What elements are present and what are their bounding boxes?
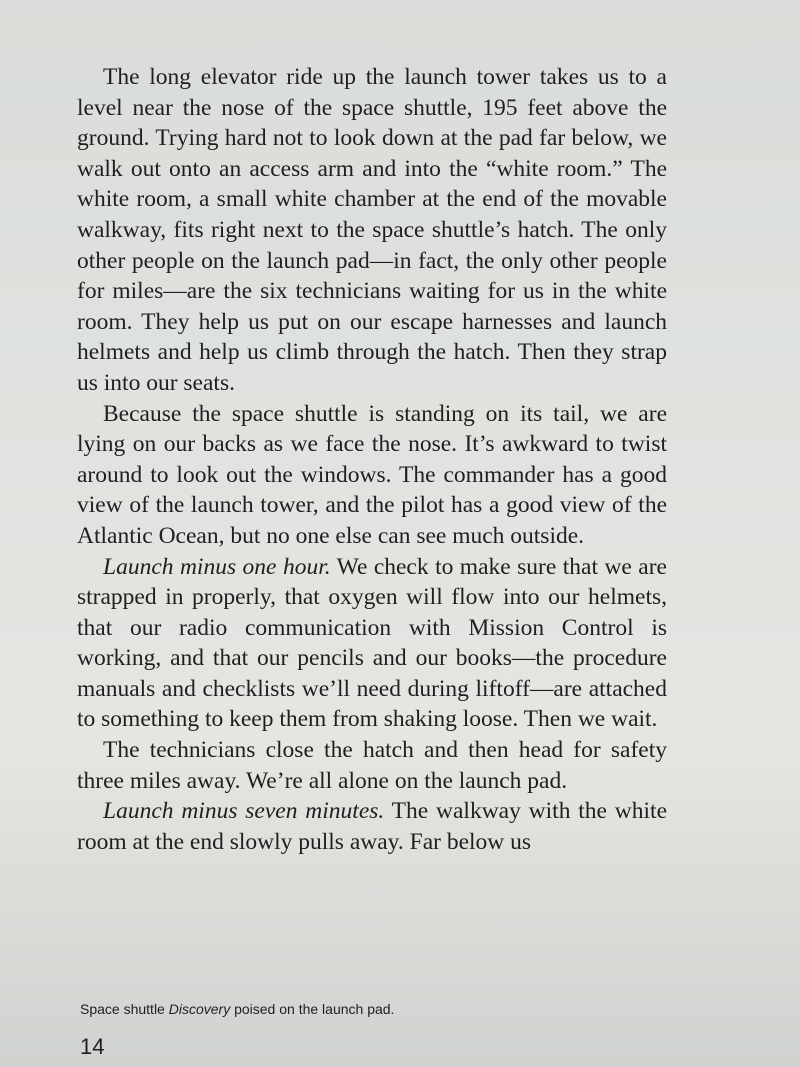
paragraph-lead: Launch minus seven minutes.	[103, 798, 385, 825]
paragraph-text: The long elevator ride up the launch tower takes us to a level near the nose of the space shuttle, 195 feet above the ground. Trying hard not to look down at the pad far below, we walk out onto an access arm and into the “white room.” The white room, a small white chamber at the end of the movable walkway, fits right next to the space shuttle’s hatch. The only other people on the launch pad—in fact, the only other people for miles—are the six technicians waiting for us in the white room. They help us put on our escape harnesses and launch helmets and help us climb through the hatch. Then they strap us into our seats.	[77, 64, 667, 396]
paragraph-lying-on-backs	[77, 399, 667, 552]
paragraph-text: We check to make sure that we are strapped in properly, that oxygen will flow into our helmets, that our radio communication with Mission Control is working, and that our pencils and our books—the procedure manuals and checklists we’ll need during liftoff—are attached to something to keep them from shaking loose. Then we wait.	[77, 553, 667, 733]
paragraph-elevator-ride	[77, 62, 667, 399]
photo-caption	[80, 1001, 394, 1017]
caption-shuttle-name: Discovery	[168, 1001, 231, 1017]
paragraph-launch-minus-seven-minutes	[77, 796, 667, 857]
caption-text-after: poised on the launch pad.	[230, 1001, 395, 1017]
paragraph-text: The walkway with the white room at the end slowly pulls away. Far below us	[77, 798, 668, 855]
paragraph-text: The technicians close the hatch and then head for safety three miles away. We’re all alone on the launch pad.	[77, 737, 667, 794]
paragraph-lead: Launch minus one hour.	[103, 553, 331, 580]
paragraph-text: Because the space shuttle is standing on its tail, we are lying on our backs as we face the nose. It’s awkward to twist around to look out the windows. The commander has a good view of the launch tower, and the pilot has a good view of the Atlantic Ocean, but no one else can see much outside.	[77, 400, 667, 549]
paragraph-technicians-close-hatch	[77, 735, 667, 796]
body-text	[77, 62, 667, 857]
caption-text-before: Space shuttle	[80, 1001, 169, 1017]
page-number: 14	[80, 1034, 105, 1059]
paragraph-launch-minus-one-hour	[77, 552, 667, 736]
